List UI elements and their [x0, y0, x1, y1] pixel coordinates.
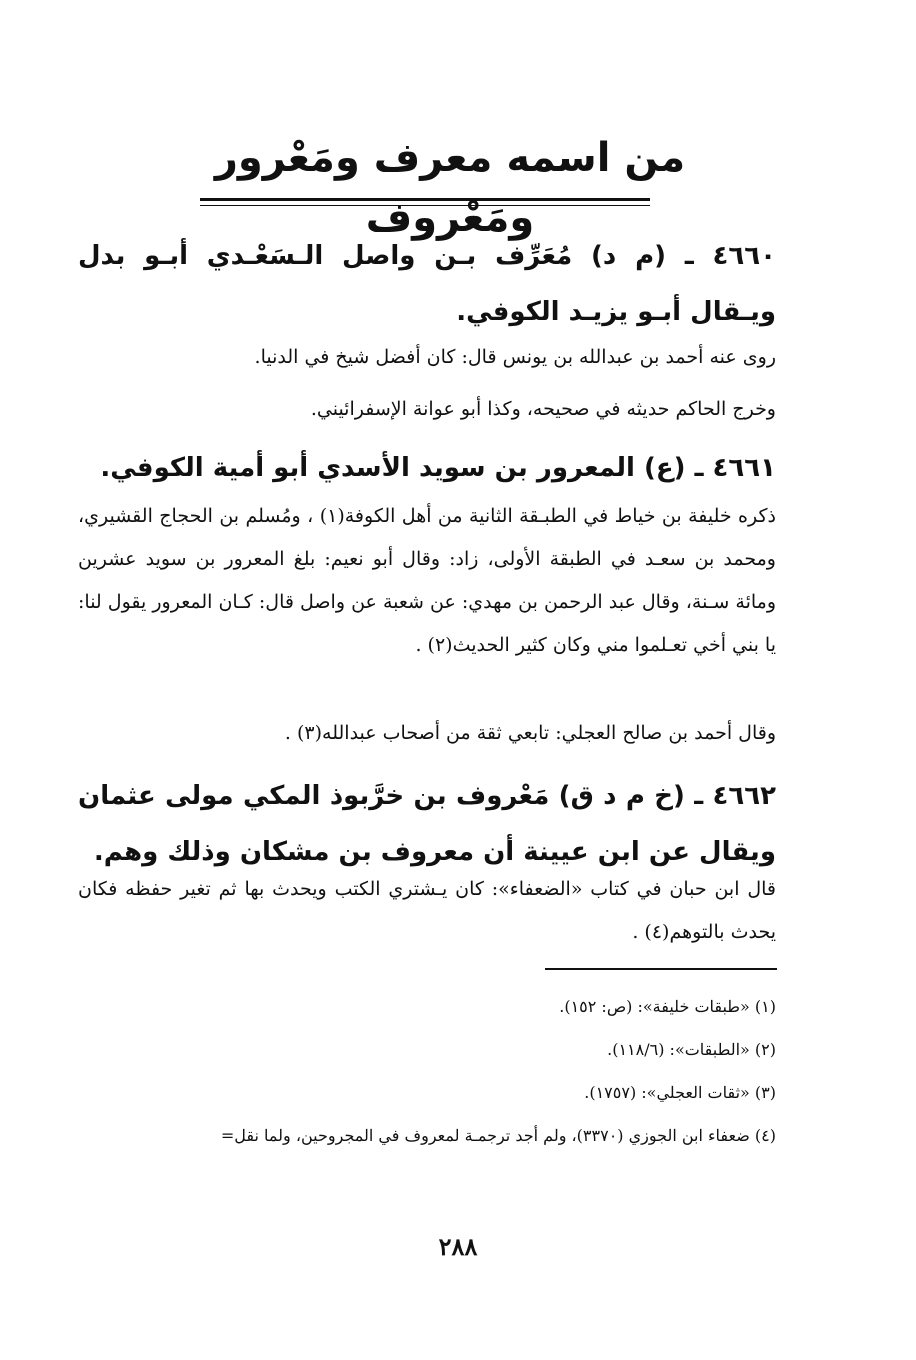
- footnote-4: (٤) ضعفاء ابن الجوزي (٣٣٧٠)، ولم أجد ترجمـة لمعروف في المجروحين، ولما نقل=: [220, 1126, 776, 1145]
- title-underline: [200, 198, 650, 201]
- entry-4661-paragraph-2: وقال أحمد بن صالح العجلي: تابعي ثقة من أصحاب عبدالله(٣) .: [284, 722, 776, 744]
- entry-4661-paragraph-1: ذكره خليفة بن خياط في الطبـقة الثانية من أهل الكوفة(١) ، ومُسلم بن الحجاج القشيري، ومحمد بن سعـد في الطبقة الأولى، زاد: وقال أبو نعيم: بلغ المعرور بن سويد عشرين ومائة سـنة، وقال عبد الرحمن بن مهدي: عن شعبة عن واصل قال: كـان المعرور يقول لنا: يا بني أخي تعـلموا مني وكان كثير الحديث(٢) .: [78, 505, 777, 656]
- footnotes: [78, 985, 776, 1157]
- footnote-separator: [545, 968, 777, 970]
- footnote-1: (١) «طبقات خليفة»: (ص: ١٥٢).: [559, 997, 776, 1016]
- entry-4662-paragraph-1: قال ابن حبان في كتاب «الضعفاء»: كان يـشتري الكتب ويحدث بها ثم تغير حفظه فكان يحدث بالتوهم(٤) .: [78, 878, 776, 943]
- entry-heading-4662: ٤٦٦٢ ـ (خ م د ق) مَعْروف بن خرَّبوذ المكي مولى عثمان ويقال عن ابن عيينة أن معروف بن مشكان وذلك وهم.: [78, 781, 776, 867]
- footnote-2: (٢) «الطبقات»: (١١٨/٦).: [607, 1040, 776, 1059]
- entry-4660-paragraph-1: روى عنه أحمد بن عبدالله بن يونس قال: كان أفضل شيخ في الدنيا.: [254, 346, 776, 368]
- entry-heading-4660: ٤٦٦٠ ـ (م د) مُعَرِّف بـن واصل الـسَعْـدي أبـو بدل ويـقال أبـو يزيـد الكوفي.: [78, 241, 776, 327]
- page-number: ٢٨٨: [438, 1232, 478, 1261]
- title-underline-thin: [200, 205, 650, 206]
- entry-4660-paragraph-2: وخرج الحاكم حديثه في صحيحه، وكذا أبو عوانة الإسفرائيني.: [310, 398, 776, 420]
- page-title: من اسمه معرف ومَعْرور ومَعْروف: [214, 135, 686, 241]
- entry-heading-4661: ٤٦٦١ ـ (ع) المعرور بن سويد الأسدي أبو أمية الكوفي.: [100, 453, 776, 483]
- footnote-3: (٣) «ثقات العجلي»: (١٧٥٧).: [584, 1083, 776, 1102]
